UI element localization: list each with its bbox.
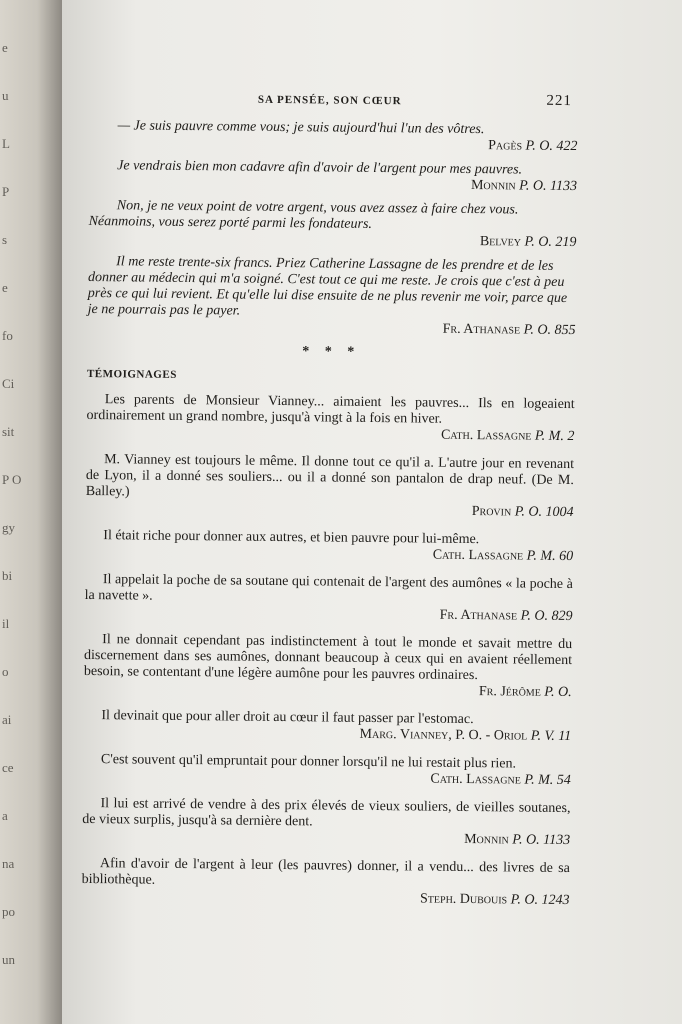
quote-source: [89, 134, 577, 155]
testimony-text: Les parents de Monsieur Vianney... aimaient les pauvres... Ils en logeaient ordinairement un grand nombre, jusqu'à vingt à la fois en hiver.: [86, 392, 575, 427]
testimony-source: [86, 424, 574, 445]
testimony-text: M. Vianney est toujours le même. Il donne tout ce qu'il a. L'autre jour en revenant de Lyon, il a donné ses souliers... ou il a donné son pantalon de drap neuf. (De M. Balley.): [85, 452, 575, 500]
quote-source-name: Belvey: [479, 234, 522, 250]
quote-source-ref: P. O. 855: [523, 322, 576, 339]
facing-page-fragment: Ci: [2, 376, 15, 391]
quote-text: Je vendrais bien mon cadavre afin d'avoir de l'argent pour mes pauvres.: [117, 158, 523, 178]
testimony-source-ref: P. O.: [544, 684, 572, 701]
testimony-source-ref: P. M. 54: [524, 772, 571, 789]
quote-source: [87, 318, 575, 339]
facing-page-fragment: bi: [2, 568, 13, 583]
section-title: TÉMOIGNAGES: [86, 367, 177, 381]
quote-source-name: Pagès: [488, 138, 523, 154]
quote-source-name: Monnin: [470, 177, 516, 194]
testimony-source-name: Cath. Lassagne: [440, 427, 532, 444]
testimony-source-name: Provin: [471, 504, 512, 520]
quote-text: Il me reste trente-six francs. Priez Catherine Lassagne de les prendre et de les donner au médecin qui m'a soigné. C'est tout ce qui me reste. Je crois que c'est à peu près ce qui lui revient. Et qu'elle lui dise ensuite de ne plus revenir me voir, parce que je ne pourrais pas le payer.: [87, 254, 568, 319]
testimony-source: [85, 544, 573, 565]
quote-source-ref: P. O. 1133: [519, 178, 578, 195]
page-content: [81, 88, 578, 921]
facing-page-fragment: po: [2, 904, 15, 919]
facing-page-fragment: il: [2, 616, 10, 631]
testimony-entry: [83, 752, 571, 789]
testimony-entry: [86, 452, 575, 521]
quotes-block: [87, 118, 577, 339]
facing-page-fragment: a: [2, 808, 8, 823]
facing-page-fragment: P: [2, 184, 10, 199]
facing-page-fragment: ce: [2, 760, 14, 775]
testimony-source-name: Monnin: [464, 831, 509, 848]
testimony-source-ref: P. V. 11: [530, 728, 572, 745]
testimony-source-name: Marg. Vianney, P. O. - Oriol: [359, 726, 528, 744]
separator-stars: * * *: [302, 344, 361, 360]
testimony-text: Afin d'avoir de l'argent à leur (les pauvres) donner, il a vendu... des livres de sa bibliothèque.: [81, 856, 570, 888]
testimony-text: Il devinait que pour aller droit au cœur il faut passer par l'estomac.: [101, 708, 474, 728]
testimony-source: [86, 500, 574, 521]
testimony-entry: [84, 572, 572, 625]
testimony-source-ref: P. M. 2: [534, 428, 575, 445]
quote-entry: [88, 198, 576, 251]
testimony-source-ref: P. M. 60: [526, 548, 574, 565]
facing-page-fragment: e: [2, 280, 8, 295]
testimony-source: [84, 680, 572, 701]
testimony-entry: [81, 856, 569, 909]
page-header: [90, 88, 578, 123]
facing-page-fragment: s: [2, 232, 8, 247]
testimony-text: Il appelait la poche de sa soutane qui contenait de l'argent des aumônes « la poche à la navette ».: [84, 572, 573, 604]
facing-page-fragment: L: [2, 136, 10, 151]
testimony-source-name: Fr. Jérôme: [478, 684, 541, 700]
testimony-source: [84, 604, 572, 625]
testimony-source-ref: P. O. 1004: [514, 504, 574, 521]
testimony-entry: [82, 796, 570, 849]
running-title: SA PENSÉE, SON CŒUR: [257, 93, 402, 108]
testimony-source: [83, 724, 571, 745]
testimony-source-name: Fr. Athanase: [439, 607, 518, 624]
testimony-text: C'est souvent qu'il empruntait pour donner lorsqu'il ne lui restait plus rien.: [100, 752, 517, 772]
facing-page-fragment: un: [2, 952, 15, 967]
testimony-entry: [84, 632, 573, 701]
facing-page-edge: [0, 0, 62, 1024]
facing-page-fragment: P O: [2, 472, 22, 487]
testimony-source-ref: P. O. 1243: [510, 892, 570, 909]
testimony-entry: [86, 392, 574, 445]
testimony-source-name: Cath. Lassagne: [432, 547, 524, 564]
testimony-source-name: Cath. Lassagne: [430, 771, 521, 788]
quote-source: [88, 230, 576, 251]
quote-source-ref: P. O. 422: [525, 138, 578, 155]
testimony-source-ref: P. O. 1133: [512, 832, 571, 849]
testimony-text: Il était riche pour donner aux autres, et bien pauvre pour lui-même.: [103, 528, 480, 548]
quote-entry: [87, 254, 576, 339]
testimony-entry: [83, 708, 571, 745]
testimony-source-name: Steph. Dubouis: [419, 891, 508, 908]
quote-entry: [89, 158, 577, 195]
quote-source-ref: P. O. 219: [524, 234, 577, 251]
facing-page-fragment: ai: [2, 712, 12, 727]
testimonies-block: [81, 392, 574, 909]
facing-page-fragment: fo: [2, 328, 13, 343]
quote-text: Non, je ne veux point de votre argent, vous avez assez à faire chez vous. Néanmoins, vous serez porté parmi les fondateurs.: [88, 198, 519, 232]
facing-page-fragment: u: [2, 88, 9, 103]
facing-page-fragment: na: [2, 856, 15, 871]
facing-page-fragment: gy: [2, 520, 15, 535]
testimony-text: Il lui est arrivé de vendre à des prix élevés de vieux souliers, de vieilles soutanes, de vieux surplis, jusqu'à sa dernière dent.: [82, 796, 571, 830]
testimony-entry: [85, 528, 573, 565]
quote-entry: [89, 118, 577, 155]
quote-source-name: Fr. Athanase: [442, 321, 521, 338]
testimony-text: Il ne donnait cependant pas indistinctement à tout le monde et savait mettre du discernement dans ses aumônes, donnant beaucoup à ceux qui en avaient réellement besoin, se contentant d'une légère aumône pour les pauvres ordinaires.: [83, 632, 573, 684]
quote-text: — Je suis pauvre comme vous; je suis aujourd'hui l'un des vôtres.: [117, 118, 485, 138]
testimony-source: [81, 888, 569, 909]
book-page: [62, 0, 682, 1024]
facing-page-fragment: o: [2, 664, 9, 679]
page-number: 221: [546, 92, 572, 110]
testimony-source: [82, 828, 570, 849]
facing-page-fragment: sit: [2, 424, 15, 439]
testimony-source-ref: P. O. 829: [520, 608, 573, 625]
facing-page-fragment: e: [2, 40, 8, 55]
